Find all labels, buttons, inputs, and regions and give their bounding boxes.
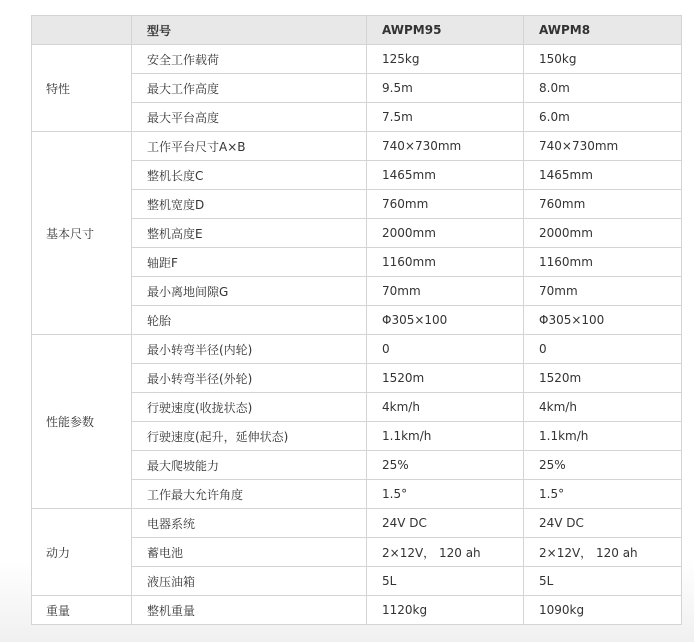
awpm95-value-cell: 25% [367,451,524,480]
awpm95-value-cell: 9.5m [367,74,524,103]
param-name-cell: 最大工作高度 [132,74,367,103]
group-label-characteristics: 特性 [32,45,132,132]
param-name-cell: 整机高度E [132,219,367,248]
awpm95-value-cell: 0 [367,335,524,364]
param-name-cell: 蓄电池 [132,538,367,567]
awpm8-value-cell: 24V DC [524,509,682,538]
awpm95-value-cell: 2×12V， 120 ah [367,538,524,567]
awpm8-value-cell: 25% [524,451,682,480]
awpm8-value-cell: 5L [524,567,682,596]
param-name-cell: 液压油箱 [132,567,367,596]
awpm95-value-cell: 4km/h [367,393,524,422]
awpm95-value-cell: 740×730mm [367,132,524,161]
table-row [32,596,682,625]
awpm8-value-cell: 2×12V， 120 ah [524,538,682,567]
param-name-cell: 行驶速度(收拢状态) [132,393,367,422]
awpm8-value-cell: 1520m [524,364,682,393]
awpm95-value-cell: 24V DC [367,509,524,538]
table-row [32,132,682,161]
awpm8-value-cell: 1160mm [524,248,682,277]
param-name-cell: 工作最大允许角度 [132,480,367,509]
param-name-cell: 整机重量 [132,596,367,625]
param-name-cell: 整机长度C [132,161,367,190]
awpm8-value-cell: 2000mm [524,219,682,248]
awpm8-value-cell: 8.0m [524,74,682,103]
group-label-power: 动力 [32,509,132,596]
awpm8-value-cell: Φ305×100 [524,306,682,335]
param-name-cell: 最小转弯半径(内轮) [132,335,367,364]
header-cell-group [32,16,132,45]
awpm95-value-cell: Φ305×100 [367,306,524,335]
awpm8-value-cell: 6.0m [524,103,682,132]
awpm8-value-cell: 1.5° [524,480,682,509]
awpm8-value-cell: 1.1km/h [524,422,682,451]
spec-table-body [32,45,682,625]
awpm95-value-cell: 1120kg [367,596,524,625]
awpm8-value-cell: 150kg [524,45,682,74]
param-name-cell: 电器系统 [132,509,367,538]
awpm95-value-cell: 1465mm [367,161,524,190]
awpm8-value-cell: 70mm [524,277,682,306]
awpm8-value-cell: 740×730mm [524,132,682,161]
param-name-cell: 行驶速度(起升，延伸状态) [132,422,367,451]
param-name-cell: 安全工作载荷 [132,45,367,74]
param-name-cell: 最大平台高度 [132,103,367,132]
awpm8-value-cell: 760mm [524,190,682,219]
param-name-cell: 工作平台尺寸A×B [132,132,367,161]
awpm95-value-cell: 1160mm [367,248,524,277]
param-name-cell: 轮胎 [132,306,367,335]
awpm8-value-cell: 0 [524,335,682,364]
table-row [32,509,682,538]
spec-table-container [31,15,682,625]
header-row [32,16,682,45]
group-label-performance: 性能参数 [32,335,132,509]
header-cell-awpm95: AWPM95 [367,16,524,45]
group-label-weight: 重量 [32,596,132,625]
awpm95-value-cell: 125kg [367,45,524,74]
awpm8-value-cell: 4km/h [524,393,682,422]
awpm95-value-cell: 5L [367,567,524,596]
table-row [32,335,682,364]
param-name-cell: 最小离地间隙G [132,277,367,306]
awpm8-value-cell: 1090kg [524,596,682,625]
param-name-cell: 整机宽度D [132,190,367,219]
header-cell-awpm8: AWPM8 [524,16,682,45]
awpm95-value-cell: 760mm [367,190,524,219]
awpm95-value-cell: 1520m [367,364,524,393]
param-name-cell: 最大爬坡能力 [132,451,367,480]
param-name-cell: 轴距F [132,248,367,277]
awpm95-value-cell: 7.5m [367,103,524,132]
awpm95-value-cell: 1.5° [367,480,524,509]
spec-table [31,15,682,625]
awpm8-value-cell: 1465mm [524,161,682,190]
header-cell-model: 型号 [132,16,367,45]
group-label-basic-dimensions: 基本尺寸 [32,132,132,335]
table-row [32,45,682,74]
param-name-cell: 最小转弯半径(外轮) [132,364,367,393]
awpm95-value-cell: 1.1km/h [367,422,524,451]
awpm95-value-cell: 70mm [367,277,524,306]
awpm95-value-cell: 2000mm [367,219,524,248]
